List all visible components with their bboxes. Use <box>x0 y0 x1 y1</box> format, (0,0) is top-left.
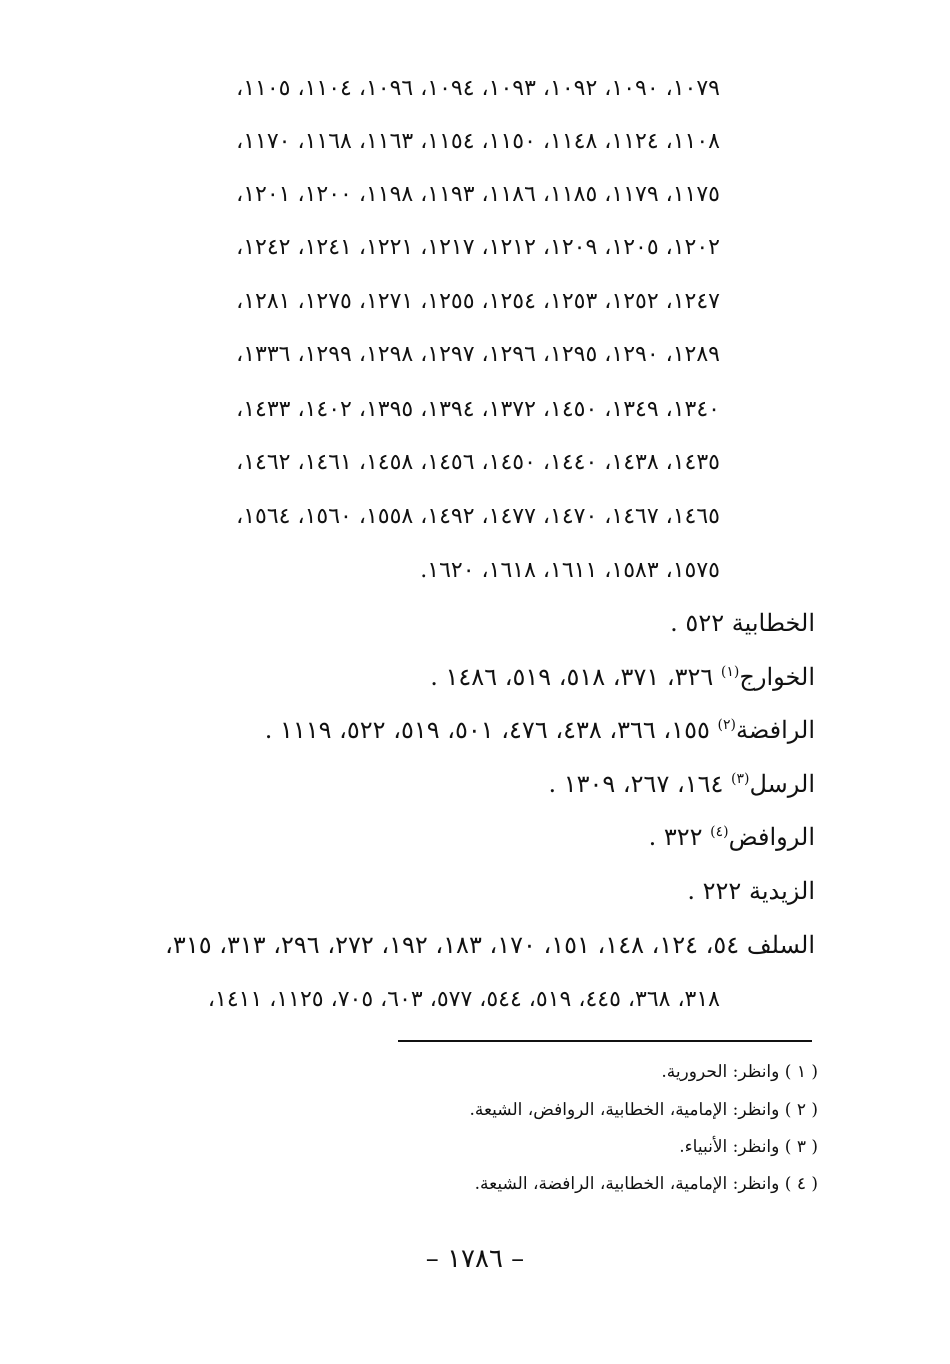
index-number-line: ١٢٠٢، ١٢٠٥، ١٢٠٩، ١٢١٢، ١٢١٧، ١٢٢١، ١٢٤١، ١٢٤٢، <box>236 235 720 260</box>
index-entry <box>90 660 815 694</box>
index-entry <box>90 820 815 854</box>
entry-term: السلف <box>746 931 815 959</box>
index-entry <box>90 713 815 747</box>
footnote-mark: (١) <box>720 664 740 680</box>
page-number: – ١٧٨٦ – <box>425 1244 525 1274</box>
entry-term: الرسل <box>749 770 815 798</box>
entry-term: الخوارج <box>739 663 815 691</box>
entry-refs: ٥٢٢ . <box>670 609 725 637</box>
entry-term: الخطابية <box>731 609 815 637</box>
index-number-line: ١٤٦٥، ١٤٦٧، ١٤٧٠، ١٤٧٧، ١٤٩٢، ١٥٥٨، ١٥٦٠، ١٥٦٤، <box>236 504 720 529</box>
footnote: ( ٣ ) وانظر: الأنبياء. <box>679 1137 818 1157</box>
index-entry <box>90 767 815 801</box>
footnote-mark: (٢) <box>717 717 736 733</box>
index-number-line: ١٠٧٩، ١٠٩٠، ١٠٩٢، ١٠٩٣، ١٠٩٤، ١٠٩٦، ١١٠٤، ١١٠٥، <box>236 76 720 101</box>
entry-term: الرافضة <box>735 716 815 744</box>
index-number-line: ١٢٨٩، ١٢٩٠، ١٢٩٥، ١٢٩٦، ١٢٩٧، ١٢٩٨، ١٢٩٩، ١٣٣٦، <box>236 342 720 367</box>
index-number-line: ١٤٣٥، ١٤٣٨، ١٤٤٠، ١٤٥٠، ١٤٥٦، ١٤٥٨، ١٤٦١، ١٤٦٢، <box>236 450 720 475</box>
entry-refs: ٥٤، ١٢٤، ١٤٨، ١٥١، ١٧٠، ١٨٣، ١٩٢، ٢٧٢، ٢٩٦، ٣١٣، ٣١٥، <box>165 931 740 959</box>
footnote: ( ٤ ) وانظر: الإمامية، الخطابية، الرافضة، الشيعة. <box>474 1174 818 1194</box>
entry-term: الزيدية <box>748 877 815 905</box>
footnote: ( ١ ) وانظر: الحرورية. <box>661 1062 818 1082</box>
index-number-line: ١٢٤٧، ١٢٥٢، ١٢٥٣، ١٢٥٤، ١٢٥٥، ١٢٧١، ١٢٧٥، ١٢٨١، <box>236 289 720 314</box>
index-entry <box>90 874 815 908</box>
index-number-line: ١١٠٨، ١١٢٤، ١١٤٨، ١١٥٠، ١١٥٤، ١١٦٣، ١١٦٨، ١١٧٠، <box>236 129 720 154</box>
footnote-separator <box>398 1040 812 1042</box>
footnote: ( ٢ ) وانظر: الإمامية، الخطابية، الروافض، الشيعة. <box>469 1100 818 1120</box>
index-entry <box>90 606 815 640</box>
entry-term: الروافض <box>728 823 815 851</box>
index-continuation-line: ٣١٨، ٣٦٨، ٤٤٥، ٥١٩، ٥٤٤، ٥٧٧، ٦٠٣، ٧٠٥، ١١٢٥، ١٤١١، <box>207 987 720 1012</box>
entry-refs: ١٥٥، ٣٦٦، ٤٣٨، ٤٧٦، ٥٠١، ٥١٩، ٥٢٢، ١١١٩ . <box>264 716 710 744</box>
index-number-line: ١٥٧٥، ١٥٨٣، ١٦١١، ١٦١٨، ١٦٢٠. <box>420 558 720 583</box>
index-number-line: ١١٧٥، ١١٧٩، ١١٨٥، ١١٨٦، ١١٩٣، ١١٩٨، ١٢٠٠، ١٢٠١، <box>236 182 720 207</box>
index-number-line: ١٣٤٠، ١٣٤٩، ١٤٥٠، ١٣٧٢، ١٣٩٤، ١٣٩٥، ١٤٠٢، ١٤٣٣، <box>236 397 720 422</box>
entry-refs: ١٦٤، ٢٦٧، ١٣٠٩ . <box>548 770 724 798</box>
entry-refs: ٣٢٢ . <box>648 823 703 851</box>
footnote-mark: (٣) <box>731 771 750 787</box>
index-entry <box>90 928 815 962</box>
entry-refs: ٣٢٦، ٣٧١، ٥١٨، ٥١٩، ١٤٨٦ . <box>430 663 714 691</box>
entry-refs: ٢٢٢ . <box>687 877 742 905</box>
footnote-mark: (٤) <box>710 824 729 840</box>
